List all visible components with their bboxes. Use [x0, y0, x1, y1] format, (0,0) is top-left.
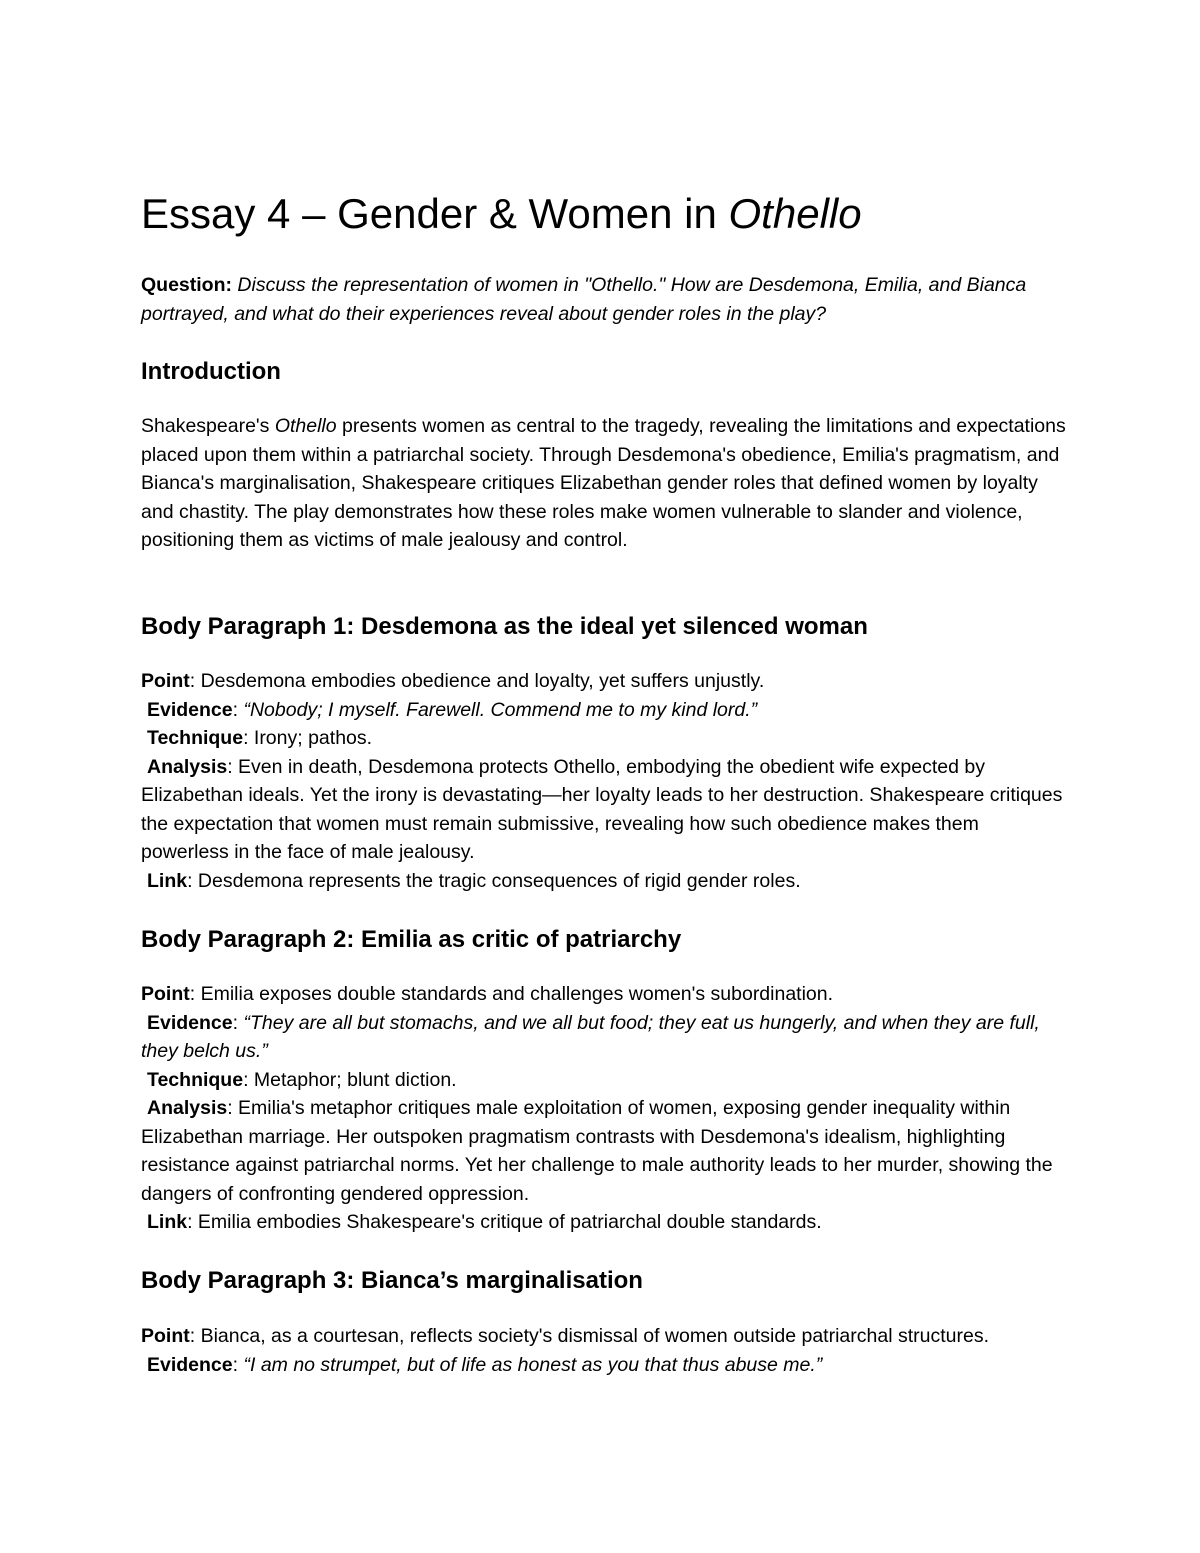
introduction-paragraph: Shakespeare's Othello presents women as central to the tragedy, revealing the limitations and expectations placed upon them within a patriarchal society. Through Desdemona's obedience, Emilia's pragmatism, and Bianca's marginalisation, Shakespeare critiques Elizabethan gender roles that defined women by loyalty and chastity. The play demonstrates how these roles make women vulnerable to slander and violence, positioning them as victims of male jealousy and control. — [141, 415, 1066, 551]
body3-evidence: Evidence: “I am no strumpet, but of life as honest as you that thus abuse me.” — [147, 1353, 823, 1376]
body1-evidence: Evidence: “Nobody; I myself. Farewell. Commend me to my kind lord.” — [147, 698, 758, 721]
body3-heading: Body Paragraph 3: Bianca’s marginalisation — [141, 1267, 643, 1294]
body1-analysis: Analysis: Even in death, Desdemona protects Othello, embodying the obedient wife expected by Elizabethan ideals. Yet the irony is devastating—her loyalty leads to her destruction. Shakespeare critiques the expectation that women must remain submissive, revealing how such obedience makes them powerless in the face of male jealousy. — [141, 755, 1063, 863]
body3-point: Point: Bianca, as a courtesan, reflects society's dismissal of women outside patriarchal structures. — [141, 1325, 989, 1347]
body2-paragraph — [141, 980, 1066, 1237]
title-text: Essay 4 – Gender & Women in — [141, 190, 729, 237]
introduction-heading: Introduction — [141, 358, 281, 385]
body1-point: Point: Desdemona embodies obedience and loyalty, yet suffers unjustly. — [141, 670, 765, 692]
body1-heading: Body Paragraph 1: Desdemona as the ideal yet silenced woman — [141, 613, 868, 640]
body1-technique: Technique: Irony; pathos. — [147, 727, 373, 749]
document-title — [141, 188, 862, 240]
question-label: Question: — [141, 274, 232, 296]
body2-heading: Body Paragraph 2: Emilia as critic of patriarchy — [141, 926, 682, 953]
body1-link: Link: Desdemona represents the tragic consequences of rigid gender roles. — [147, 869, 801, 892]
essay-question — [141, 271, 1066, 329]
body1-paragraph — [141, 667, 1066, 895]
body2-link: Link: Emilia embodies Shakespeare's critique of patriarchal double standards. — [147, 1211, 822, 1233]
body2-analysis: Analysis: Emilia's metaphor critiques male exploitation of women, exposing gender inequality within Elizabethan marriage. Her outspoken pragmatism contrasts with Desdemona's idealism, highlighting resistance against patriarchal norms. Yet her challenge to male authority leads to her murder, showing the dangers of confronting gendered oppression. — [141, 1097, 1053, 1205]
body2-evidence: Evidence: “They are all but stomachs, and we all but food; they eat us hungerly, and when they are full, they belch us.” — [141, 1011, 1040, 1062]
body3-paragraph — [141, 1322, 1066, 1379]
body2-technique: Technique: Metaphor; blunt diction. — [147, 1068, 457, 1091]
question-text: Discuss the representation of women in "Othello." How are Desdemona, Emilia, and Bianca portrayed, and what do their experiences reveal about gender roles in the play? — [141, 274, 1027, 325]
body2-point: Point: Emilia exposes double standards and challenges women's subordination. — [141, 983, 834, 1005]
title-italic: Othello — [728, 190, 862, 237]
